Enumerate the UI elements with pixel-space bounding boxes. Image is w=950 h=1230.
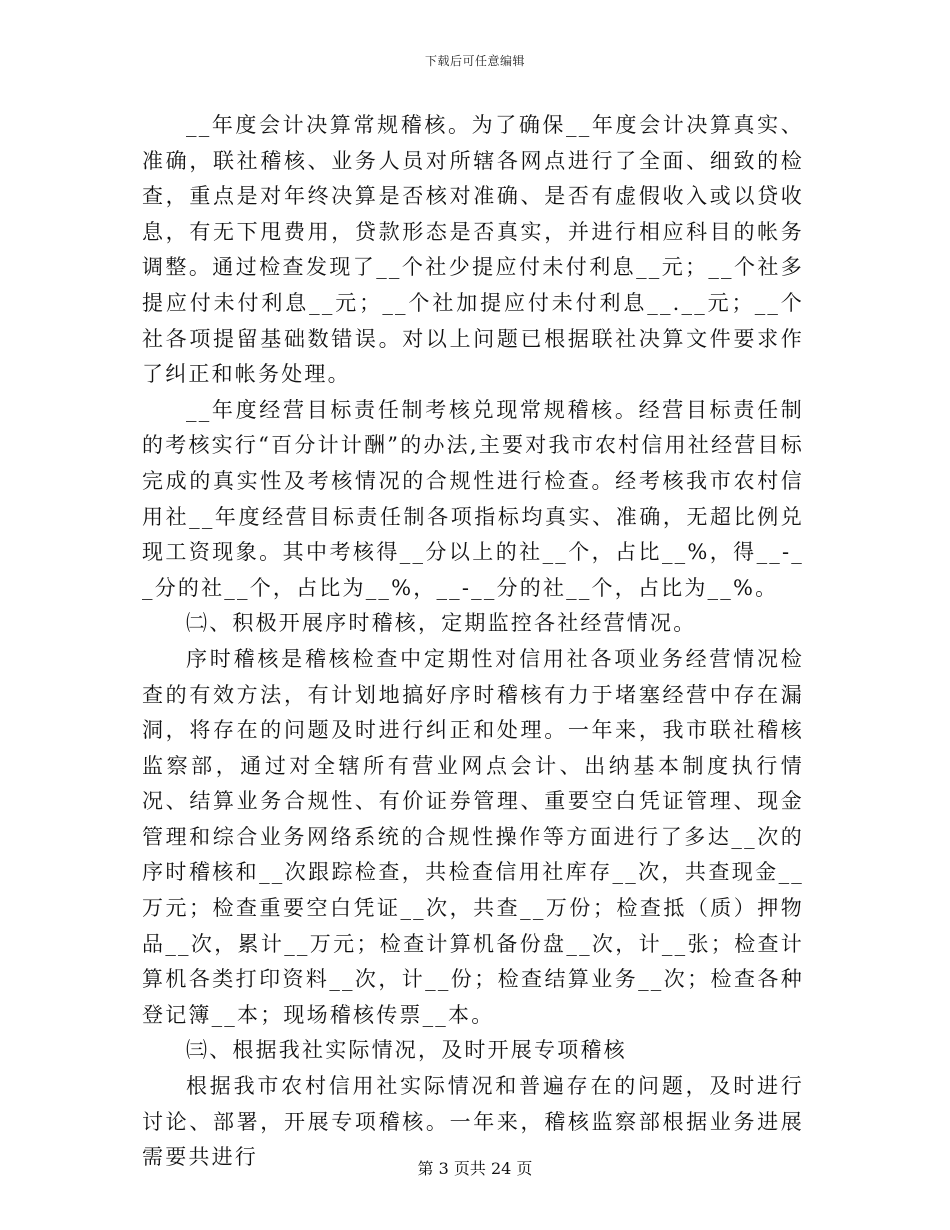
document-body — [142, 108, 804, 1176]
heading-special-audit: ㈢、根据我社实际情况，及时开展专项稽核 — [186, 1038, 627, 1063]
heading-sequential-audit: ㈡、积极开展序时稽核，定期监控各社经营情况。 — [186, 611, 697, 636]
paragraph-target-responsibility-audit: __年度经营目标责任制考核兑现常规稽核。经营目标责任制的考核实行“百分计计酬”的办法,主要对我市农村信用社经营目标完成的真实性及考核情况的合规性进行检查。经考核我市农村信用社__年度经营目标责任制各项指标均真实、准确，无超比例兑现工资现象。其中考核得__分以上的社__个，占比__%，得__-__分的社__个，占比为__%，__-__分的社__个，占比为__%。 — [142, 397, 804, 600]
page-header: 下载后可任意编辑 — [424, 54, 525, 68]
paragraph-sequential-audit: 序时稽核是稽核检查中定期性对信用社各项业务经营情况检查的有效方法，有计划地搞好序时稽核有力于堵塞经营中存在漏洞，将存在的问题及时进行纠正和处理。一年来，我市联社稽核监察部，通过对全辖所有营业网点会计、出纳基本制度执行情况、结算业务合规性、有价证券管理、重要空白凭证管理、现金管理和综合业务网络系统的合规性操作等方面进行了多达__次的序时稽核和__次跟踪检查，共检查信用社库存__次，共查现金__万元；检查重要空白凭证__次，共查__万份；检查抵（质）押物品__次，累计__万元；检查计算机备份盘__次，计__张；检查计算机各类打印资料__次，计__份；检查结算业务__次；检查各种登记簿__本；现场稽核传票__本。 — [142, 646, 804, 1027]
page-number: 第 3 页共 24 页 — [417, 1159, 533, 1178]
paragraph-annual-accounting-audit: __年度会计决算常规稽核。为了确保__年度会计决算真实、准确，联社稽核、业务人员对所辖各网点进行了全面、细致的检查，重点是对年终决算是否核对准确、是否有虚假收入或以贷收息，有无下甩费用，贷款形态是否真实，并进行相应科目的帐务调整。通过检查发现了__个社少提应付未付利息__元；__个社多提应付未付利息__元；__个社加提应付未付利息__.__元；__个社各项提留基础数错误。对以上问题已根据联社决算文件要求作了纠正和帐务处理。 — [142, 113, 804, 387]
paragraph-special-audit: 根据我市农村信用社实际情况和普遍存在的问题，及时进行讨论、部署，开展专项稽核。一年来，稽核监察部根据业务进展需要共进行 — [142, 1074, 804, 1170]
